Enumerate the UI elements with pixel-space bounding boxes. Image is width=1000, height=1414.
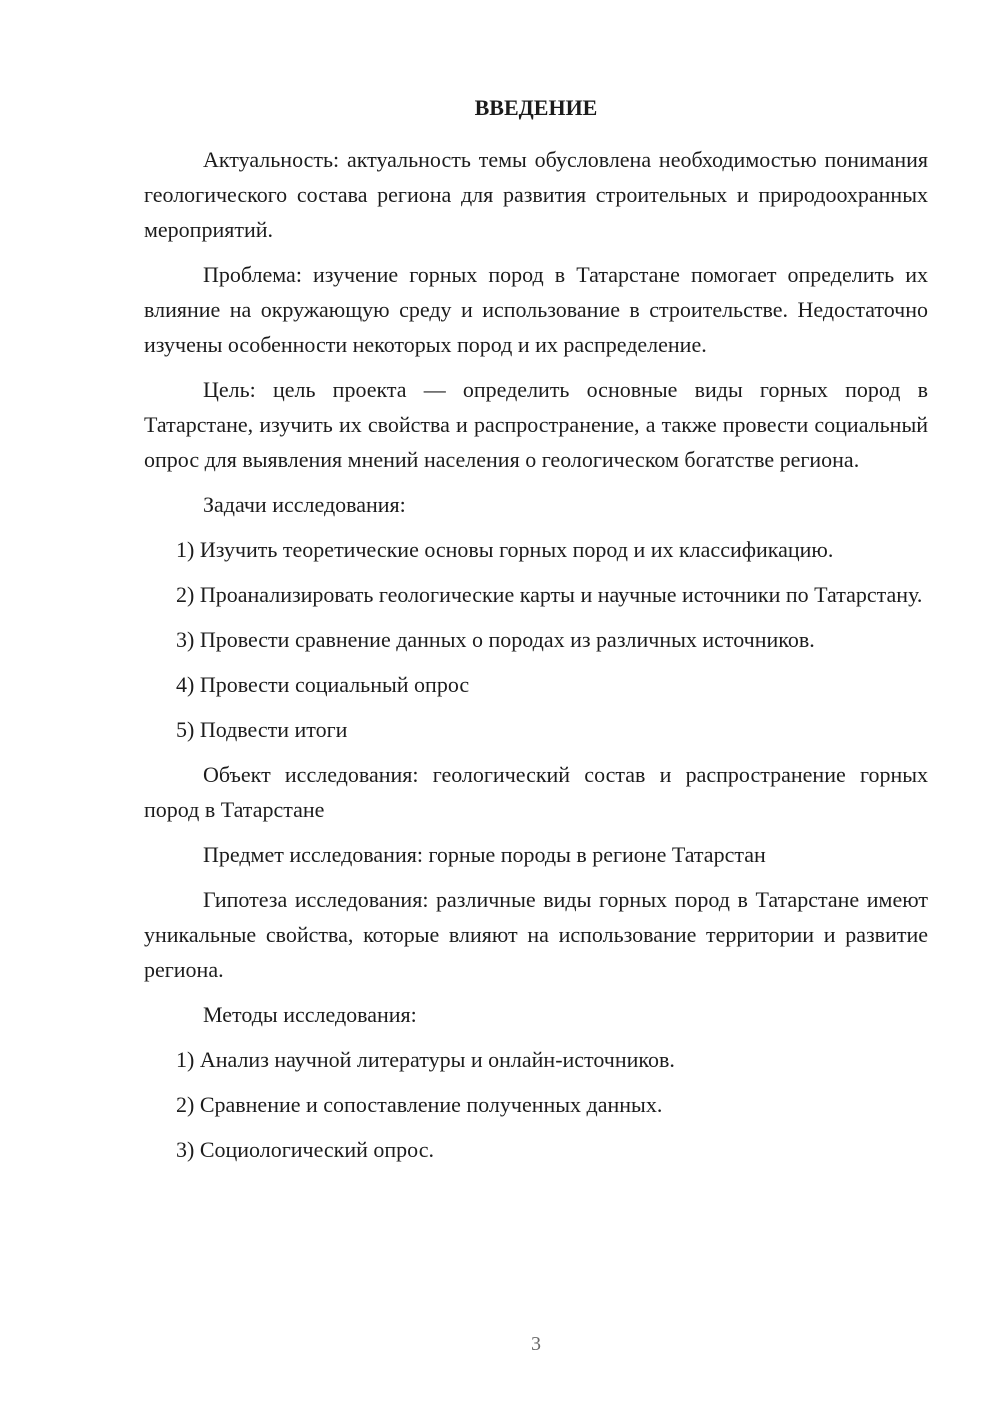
page-number: 3 <box>531 1333 541 1355</box>
paragraph-methods-title: Методы исследования: <box>203 1002 417 1027</box>
page-heading: ВВЕДЕНИЕ <box>474 95 598 120</box>
list-item-task-4: 4) Провести социальный опрос <box>176 672 470 697</box>
list-item-method-3: 3) Социологический опрос. <box>176 1137 434 1162</box>
paragraph-problem: Проблема: изучение горных пород в Татарстане помогает определить их влияние на окружающую среду и использование в строительстве. Недостаточно изучены особенности некоторых пород и их распределение. <box>144 262 928 357</box>
paragraph-hypothesis: Гипотеза исследования: различные виды горных пород в Татарстане имеют уникальные свойства, которые влияют на использование территории и развитие региона. <box>144 887 928 982</box>
list-item-task-1: 1) Изучить теоретические основы горных пород и их классификацию. <box>176 537 834 562</box>
paragraph-goal: Цель: цель проекта — определить основные виды горных пород в Татарстане, изучить их свойства и распространение, а также провести социальный опрос для выявления мнений населения о геологическом богатстве региона. <box>144 377 928 472</box>
paragraph-subject: Предмет исследования: горные породы в регионе Татарстан <box>203 842 766 867</box>
paragraph-relevance: Актуальность: актуальность темы обусловлена необходимостью понимания геологического состава региона для развития строительных и природоохранных мероприятий. <box>144 147 928 242</box>
paragraph-object: Объект исследования: геологический состав и распространение горных пород в Татарстане <box>144 762 928 822</box>
list-item-task-2: 2) Проанализировать геологические карты и научные источники по Татарстану. <box>176 582 923 607</box>
paragraph-tasks-title: Задачи исследования: <box>203 492 406 517</box>
list-item-task-3: 3) Провести сравнение данных о породах из различных источников. <box>176 627 815 652</box>
list-item-method-2: 2) Сравнение и сопоставление полученных данных. <box>176 1092 663 1117</box>
list-item-method-1: 1) Анализ научной литературы и онлайн-источников. <box>176 1047 675 1072</box>
list-item-task-5: 5) Подвести итоги <box>176 717 348 742</box>
document-body <box>144 142 928 1167</box>
